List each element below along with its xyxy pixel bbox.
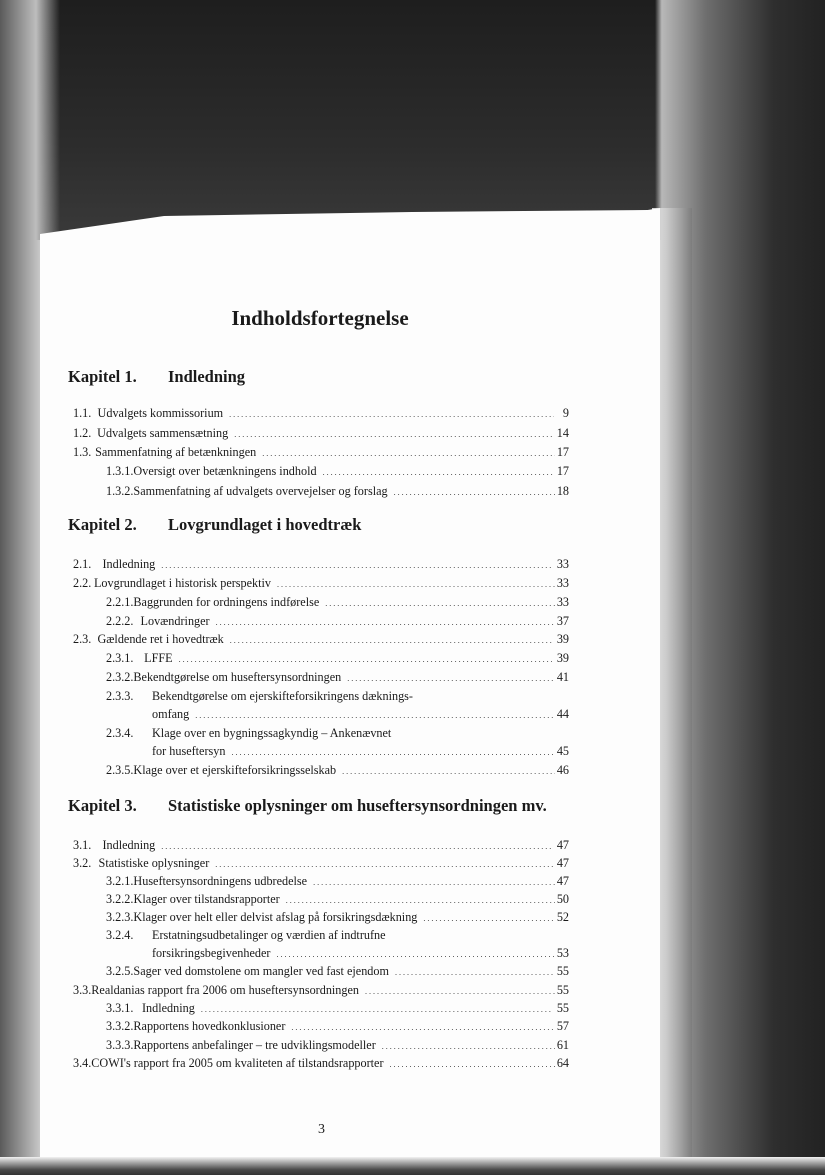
entry-number: 3.4. (73, 1056, 92, 1070)
entry-title: Klage over en bygningssagkyndig – Ankenævnet (152, 726, 392, 740)
toc-entry[interactable] (106, 964, 569, 979)
entry-number: 2.2.2. (106, 614, 134, 628)
toc-entry[interactable] (73, 576, 569, 591)
toc-entry[interactable] (73, 632, 569, 647)
entry-page: 18 (556, 484, 569, 498)
dot-leader (277, 576, 555, 591)
entry-title: Udvalgets kommissorium (97, 406, 224, 420)
entry-title: Baggrunden for ordningens indførelse (133, 595, 320, 609)
chapter-heading (68, 367, 245, 387)
toc-entry[interactable] (106, 464, 569, 479)
entry-number: 2.2. (73, 576, 92, 590)
entry-title: Lovændringer (140, 614, 210, 628)
entry-page: 17 (556, 464, 569, 478)
dot-leader (161, 838, 551, 853)
entry-page: 33 (556, 557, 569, 571)
toc-entry-first-line[interactable] (106, 928, 386, 943)
entry-title: Realdanias rapport fra 2006 om huseftersynsordningen (91, 983, 359, 997)
toc-entry[interactable] (73, 426, 569, 441)
entry-number: 3.2. (73, 856, 92, 870)
entry-page: 45 (556, 744, 569, 758)
entry-title: Rapportens hovedkonklusioner (133, 1019, 286, 1033)
dot-leader (365, 983, 555, 998)
dot-leader (179, 651, 552, 666)
entry-number: 1.3.2. (106, 484, 134, 498)
dot-leader (286, 892, 555, 907)
entry-title: Bekendtgørelse om ejerskifteforsikringens dæknings- (152, 689, 413, 703)
toc-entry[interactable] (73, 406, 569, 421)
chapter-title: Lovgrundlaget i hovedtræk (168, 515, 362, 534)
chapter-heading (68, 796, 547, 816)
toc-entry[interactable] (106, 892, 569, 907)
entry-page: 47 (556, 874, 569, 888)
toc-entry[interactable] (73, 1056, 569, 1071)
dot-leader (234, 426, 554, 441)
entry-title: Erstatningsudbetalinger og værdien af indtrufne (152, 928, 386, 942)
entry-title: Klager over tilstandsrapporter (133, 892, 280, 906)
toc-entry[interactable] (106, 1038, 569, 1053)
dot-leader (382, 1038, 555, 1053)
entry-number: 2.3.4. (106, 726, 134, 740)
entry-number: 3.2.1. (106, 874, 134, 888)
entry-number: 2.1. (73, 557, 92, 571)
toc-entry[interactable] (106, 1019, 569, 1034)
entry-title: Bekendtgørelse om huseftersynsordningen (133, 670, 342, 684)
entry-page: 52 (556, 910, 569, 924)
entry-title: Klage over et ejerskifteforsikringsselskab (133, 763, 337, 777)
entry-page: 39 (556, 632, 569, 646)
chapter-heading (68, 515, 361, 535)
dot-leader (195, 707, 552, 722)
toc-entry-continuation[interactable] (152, 744, 569, 759)
toc-entry-first-line[interactable] (106, 726, 391, 741)
dot-leader (390, 1056, 555, 1071)
dot-leader (291, 1019, 554, 1034)
entry-number: 2.3.3. (106, 689, 134, 703)
toc-entry[interactable] (106, 651, 569, 666)
entry-number: 1.3. (73, 445, 92, 459)
entry-number: 3.2.3. (106, 910, 134, 924)
dot-leader (342, 763, 555, 778)
entry-page: 44 (556, 707, 569, 721)
dot-leader (323, 464, 555, 479)
entry-page: 14 (556, 426, 569, 440)
entry-number: 1.2. (73, 426, 92, 440)
toc-entry[interactable] (73, 983, 569, 998)
dot-leader (230, 632, 554, 647)
entry-title: Udvalgets sammensætning (97, 426, 229, 440)
dot-leader (347, 670, 555, 685)
chapter-title: Indledning (168, 367, 246, 386)
entry-number: 3.1. (73, 838, 92, 852)
entry-number: 3.3.1. (106, 1001, 134, 1015)
entry-title: Statistiske oplysninger (98, 856, 210, 870)
dot-leader (262, 445, 555, 460)
toc-entry[interactable] (106, 484, 569, 499)
entry-page: 33 (556, 595, 569, 609)
entry-title-continued: omfang (152, 707, 190, 721)
entry-page: 39 (556, 651, 569, 665)
entry-title: Oversigt over betænkningens indhold (133, 464, 317, 478)
chapter-title: Statistiske oplysninger om huseftersynsordningen mv. (168, 796, 547, 815)
toc-entry[interactable] (73, 856, 569, 871)
entry-number: 2.3.1. (106, 651, 134, 665)
entry-number: 3.3.2. (106, 1019, 134, 1033)
dot-leader (216, 614, 554, 629)
entry-number: 2.2.1. (106, 595, 134, 609)
entry-page: 47 (556, 838, 569, 852)
entry-page: 46 (556, 763, 569, 777)
entry-page: 64 (556, 1056, 569, 1070)
entry-number: 1.1. (73, 406, 92, 420)
page-title: Indholdsfortegnelse (231, 306, 409, 330)
entry-title: Indledning (102, 557, 156, 571)
dot-leader (229, 406, 554, 421)
entry-page: 50 (556, 892, 569, 906)
entry-page: 61 (556, 1038, 569, 1052)
entry-title: Sammenfatning af udvalgets overvejelser og forslag (133, 484, 388, 498)
dot-leader (395, 964, 555, 979)
entry-page: 57 (556, 1019, 569, 1033)
entry-title: Indledning (142, 1001, 195, 1015)
entry-title-continued: for huseftersyn (152, 744, 226, 758)
dot-leader (394, 484, 555, 499)
entry-page: 55 (556, 964, 569, 978)
entry-page: 37 (556, 614, 570, 628)
entry-number: 3.3. (73, 983, 92, 997)
dot-leader (325, 595, 555, 610)
chapter-number: Kapitel 3. (68, 796, 137, 815)
page-number: 3 (318, 1122, 325, 1137)
toc-entry-continuation[interactable] (152, 946, 569, 961)
toc-entry-continuation[interactable] (152, 707, 569, 722)
entry-page: 47 (556, 856, 569, 870)
entry-page: 55 (556, 1001, 569, 1015)
dot-leader (231, 744, 554, 759)
dot-leader (313, 874, 555, 889)
entry-title: Rapportens anbefalinger – tre udviklingsmodeller (133, 1038, 376, 1052)
scanner-background-bottom (0, 1157, 825, 1175)
toc-entry[interactable] (106, 874, 569, 889)
dot-leader (215, 856, 553, 871)
entry-page: 53 (556, 946, 569, 960)
entry-number: 3.2.5. (106, 964, 134, 978)
entry-title: COWI's rapport fra 2005 om kvaliteten af tilstandsrapporter (91, 1056, 384, 1070)
entry-title: Indledning (102, 838, 156, 852)
dot-leader (201, 1001, 553, 1016)
entry-title: Klager over helt eller delvist afslag på forsikringsdækning (133, 910, 418, 924)
toc-entry[interactable] (106, 595, 569, 610)
chapter-number: Kapitel 1. (68, 367, 137, 386)
entry-title: Sammenfatning af betænkningen (95, 445, 257, 459)
entry-number: 2.3. (73, 632, 92, 646)
entry-title: Gældende ret i hovedtræk (97, 632, 224, 646)
dot-leader (276, 946, 554, 961)
entry-title-continued: forsikringsbegivenheder (152, 946, 271, 960)
entry-number: 1.3.1. (106, 464, 134, 478)
entry-title: Lovgrundlaget i historisk perspektiv (93, 576, 272, 590)
entry-page: 9 (562, 406, 570, 420)
entry-title: Huseftersynsordningens udbredelse (133, 874, 308, 888)
toc-entry[interactable] (73, 838, 569, 853)
entry-page: 33 (556, 576, 569, 590)
entry-number: 2.3.5. (106, 763, 134, 777)
toc-entry[interactable] (106, 1001, 569, 1016)
entry-page: 41 (556, 670, 569, 684)
toc-entry[interactable] (73, 557, 569, 572)
entry-number: 3.3.3. (106, 1038, 134, 1052)
entry-number: 3.2.4. (106, 928, 134, 942)
entry-title: LFFE (144, 651, 173, 665)
toc-entry[interactable] (106, 614, 569, 629)
chapter-number: Kapitel 2. (68, 515, 137, 534)
entry-page: 55 (556, 983, 569, 997)
entry-page: 17 (556, 445, 569, 459)
entry-title: Sager ved domstolene om mangler ved fast ejendom (133, 964, 389, 978)
entry-number: 3.2.2. (106, 892, 134, 906)
dot-leader (423, 910, 554, 925)
toc-entry[interactable] (106, 910, 569, 925)
toc-entry[interactable] (106, 763, 569, 778)
dot-leader (161, 557, 551, 572)
toc-entry[interactable] (106, 670, 569, 685)
entry-number: 2.3.2. (106, 670, 134, 684)
toc-entry[interactable] (73, 445, 569, 460)
toc-entry-first-line[interactable] (106, 689, 413, 704)
